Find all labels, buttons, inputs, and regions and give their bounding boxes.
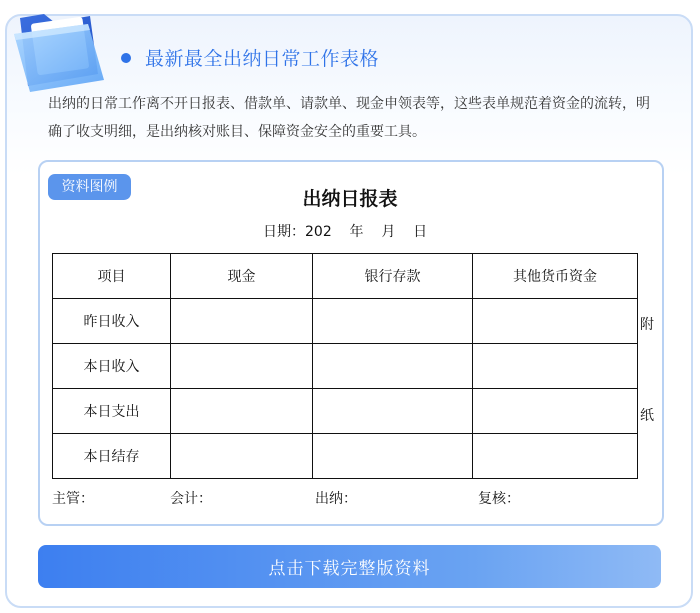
signature-cashier: 出纳： bbox=[315, 491, 357, 507]
report-date: 日期：202 年 月 日 bbox=[263, 224, 428, 240]
table-row bbox=[53, 344, 638, 389]
title-bullet bbox=[121, 53, 131, 63]
column-header: 项目 bbox=[53, 254, 171, 299]
side-note-char: 附 bbox=[640, 317, 654, 333]
table-cell bbox=[171, 434, 313, 479]
table-row bbox=[53, 299, 638, 344]
table-row bbox=[53, 434, 638, 479]
table-cell bbox=[473, 344, 638, 389]
download-button[interactable]: 点击下载完整版资料 bbox=[38, 545, 661, 588]
section-title: 最新最全出纳日常工作表格 bbox=[145, 48, 380, 70]
table-cell bbox=[313, 434, 473, 479]
table-cell bbox=[313, 344, 473, 389]
folder-icon bbox=[4, 0, 114, 92]
table-header-row bbox=[53, 254, 638, 299]
report-table bbox=[52, 253, 638, 479]
report-title: 出纳日报表 bbox=[302, 188, 398, 210]
column-header: 其他货币资金 bbox=[473, 254, 638, 299]
sample-tag: 资料图例 bbox=[48, 174, 131, 200]
row-label: 本日支出 bbox=[53, 389, 171, 434]
column-header: 现金 bbox=[171, 254, 313, 299]
table-cell bbox=[171, 344, 313, 389]
side-note-char: 纸 bbox=[640, 408, 654, 424]
table-cell bbox=[473, 389, 638, 434]
column-header: 银行存款 bbox=[313, 254, 473, 299]
intro-text: 出纳的日常工作离不开日报表、借款单、请款单、现金申领表等，这些表单规范着资金的流转，明确了收支明细，是出纳核对账目、保障资金安全的重要工具。 bbox=[48, 96, 650, 140]
row-label: 本日结存 bbox=[53, 434, 171, 479]
table-cell bbox=[171, 299, 313, 344]
table-cell bbox=[473, 434, 638, 479]
table-row bbox=[53, 389, 638, 434]
signature-reviewer: 复核： bbox=[478, 491, 520, 507]
table-cell bbox=[473, 299, 638, 344]
signature-accountant: 会计： bbox=[170, 491, 212, 507]
table-cell bbox=[313, 299, 473, 344]
row-label: 昨日收入 bbox=[53, 299, 171, 344]
signature-supervisor: 主管： bbox=[52, 491, 94, 507]
row-label: 本日收入 bbox=[53, 344, 171, 389]
table-cell bbox=[171, 389, 313, 434]
table-cell bbox=[313, 389, 473, 434]
